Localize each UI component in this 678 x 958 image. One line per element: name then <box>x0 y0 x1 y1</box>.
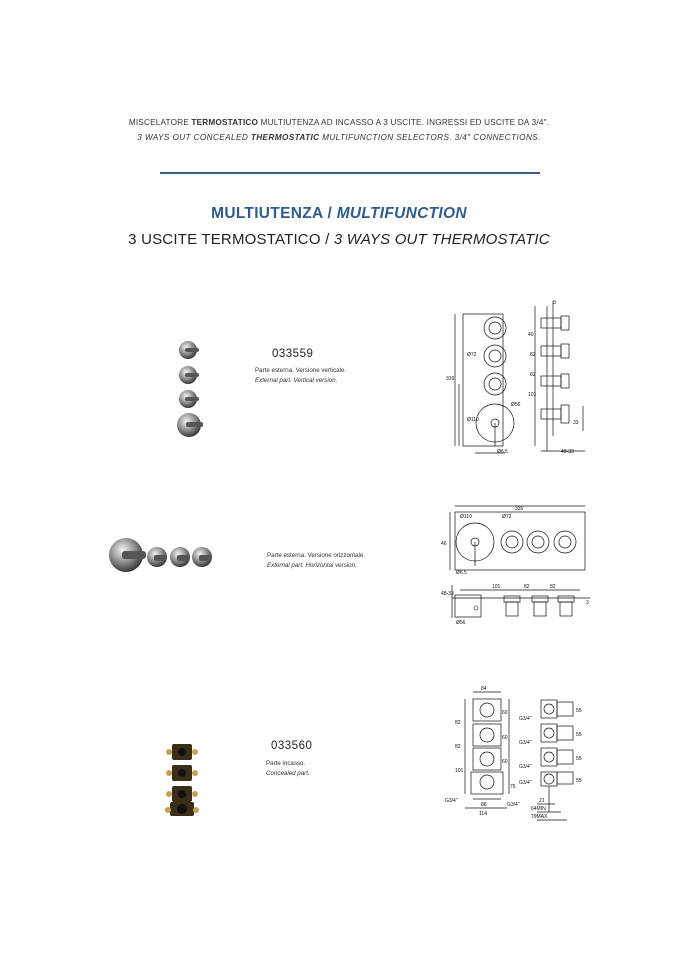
svg-text:86: 86 <box>481 802 487 808</box>
technical-drawing-concealed <box>445 684 595 824</box>
product-description: Parte esterna. Versione verticale. External part. Vertical version. <box>255 367 347 384</box>
section-subtitle: 3 USCITE TERMOSTATICO / 3 WAYS OUT THERMOSTATIC <box>128 231 550 248</box>
svg-text:G3/4": G3/4" <box>519 740 532 746</box>
product-photo-vertical <box>170 335 210 440</box>
svg-text:101: 101 <box>528 392 537 398</box>
svg-text:G3/4": G3/4" <box>445 798 458 804</box>
header-english: 3 WAYS OUT CONCEALED THERMOSTATIC MULTIFUNCTION SELECTORS. 3/4" CONNECTIONS. <box>137 133 541 142</box>
product-photo-concealed <box>163 740 201 820</box>
svg-text:46: 46 <box>441 541 447 547</box>
svg-text:Ø72: Ø72 <box>502 514 512 520</box>
svg-text:Ø56: Ø56 <box>511 402 521 408</box>
product-description: Parte esterna. Versione orizzontale. External part. Horizontal version. <box>267 552 366 569</box>
svg-text:60: 60 <box>502 759 508 765</box>
svg-text:101: 101 <box>455 768 464 774</box>
product-code: 033560 <box>271 740 313 752</box>
svg-text:60: 60 <box>502 710 508 716</box>
svg-text:G3/4": G3/4" <box>507 802 520 808</box>
svg-text:G3/4": G3/4" <box>519 780 532 786</box>
svg-text:60: 60 <box>502 735 508 741</box>
section-title: MULTIUTENZA / MULTIFUNCTION <box>211 205 467 222</box>
svg-text:82: 82 <box>550 584 556 590</box>
svg-text:114: 114 <box>479 811 487 817</box>
svg-text:Ø110: Ø110 <box>467 417 479 423</box>
svg-text:33: 33 <box>573 420 579 426</box>
svg-text:55: 55 <box>576 708 582 714</box>
svg-text:Ø6.5: Ø6.5 <box>456 570 467 576</box>
svg-text:3: 3 <box>586 600 589 606</box>
svg-text:82: 82 <box>530 352 536 358</box>
svg-text:55: 55 <box>576 778 582 784</box>
svg-text:64MIN: 64MIN <box>531 806 546 812</box>
svg-text:Ø56: Ø56 <box>456 620 466 626</box>
header-italian: MISCELATORE TERMOSTATICO MULTIUTENZA AD INCASSO A 3 USCITE. INGRESSI ED USCITE DA 3/4". <box>128 118 550 127</box>
svg-text:48-33: 48-33 <box>561 449 574 455</box>
svg-text:Ø72: Ø72 <box>467 352 477 358</box>
divider-rule <box>160 172 540 174</box>
svg-text:55: 55 <box>576 756 582 762</box>
svg-text:79MAX: 79MAX <box>531 814 548 820</box>
svg-text:Ø6.5: Ø6.5 <box>497 449 508 455</box>
svg-text:21: 21 <box>539 798 545 804</box>
technical-drawing-horizontal <box>440 500 600 630</box>
product-description: Parte incasso. Concealed part. <box>266 760 310 777</box>
svg-text:40: 40 <box>528 332 534 338</box>
technical-drawing-vertical <box>445 296 595 461</box>
svg-text:316: 316 <box>446 376 455 382</box>
svg-text:335: 335 <box>515 506 524 512</box>
svg-text:82: 82 <box>530 372 536 378</box>
svg-text:84: 84 <box>481 686 487 692</box>
product-photo-horizontal <box>104 533 216 578</box>
svg-text:G3/4": G3/4" <box>519 716 532 722</box>
svg-text:82: 82 <box>455 744 461 750</box>
svg-text:55: 55 <box>576 732 582 738</box>
svg-text:Ø110: Ø110 <box>460 514 472 520</box>
svg-text:82: 82 <box>455 720 461 726</box>
svg-text:82: 82 <box>524 584 530 590</box>
svg-text:48-33: 48-33 <box>441 591 454 597</box>
svg-text:G3/4": G3/4" <box>519 764 532 770</box>
svg-text:76: 76 <box>510 784 516 790</box>
product-code: 033559 <box>272 348 314 360</box>
svg-text:3: 3 <box>553 300 556 306</box>
svg-text:101: 101 <box>492 584 501 590</box>
